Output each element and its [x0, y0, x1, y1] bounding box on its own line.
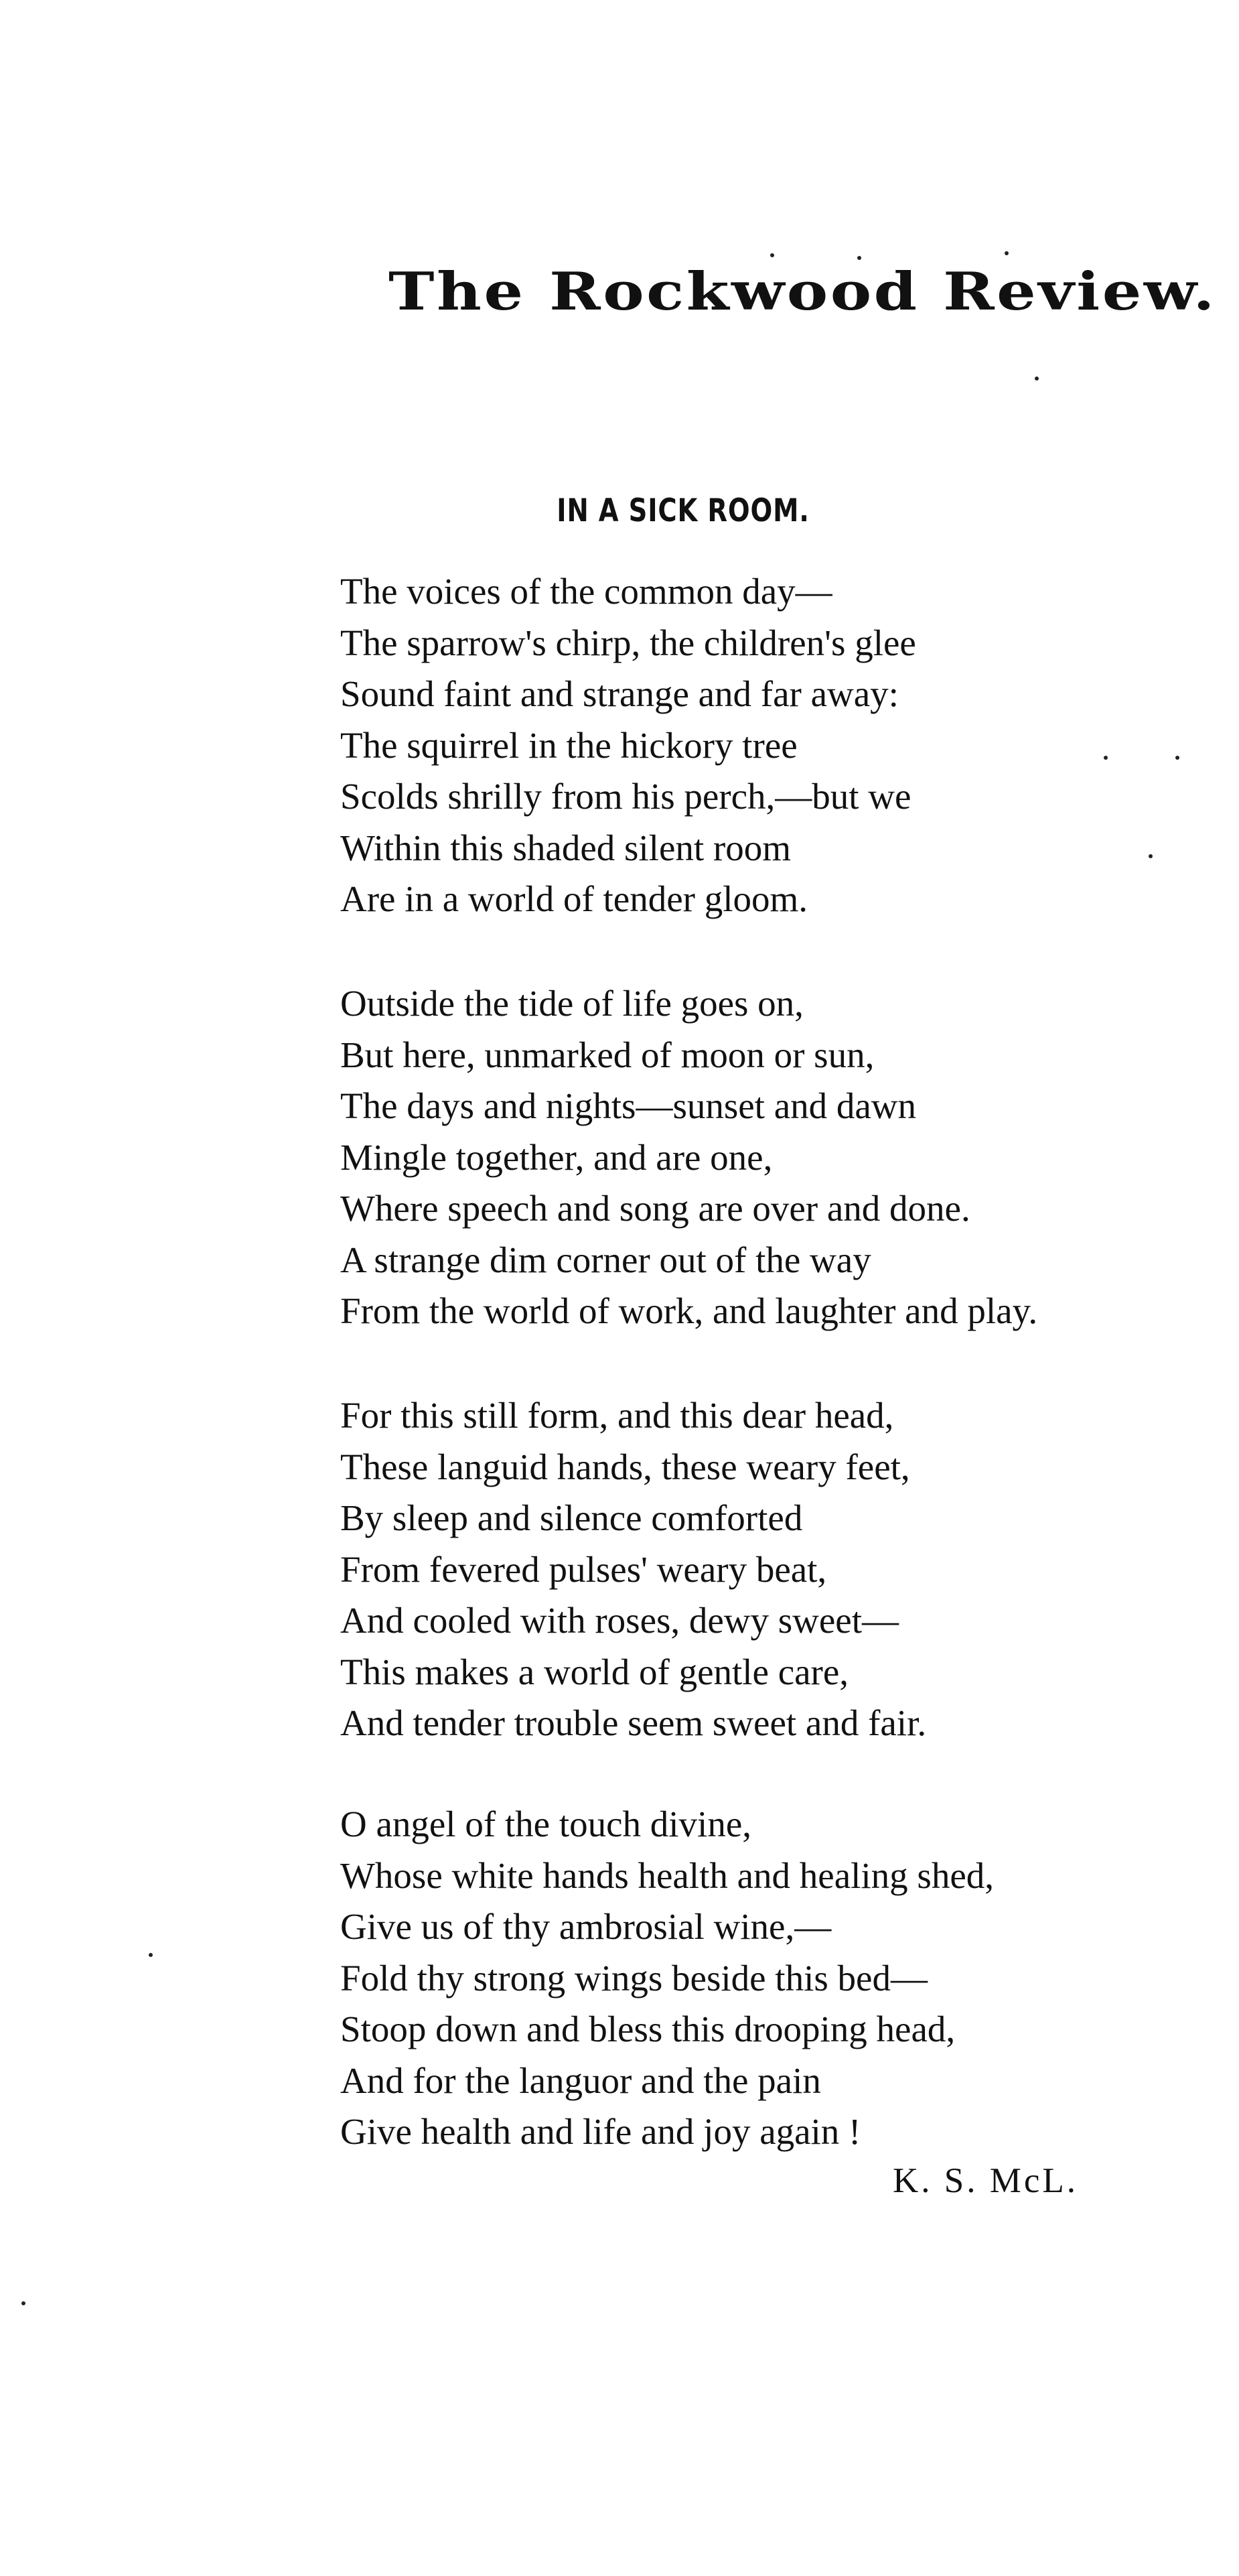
poem-line: Are in a world of tender gloom. [340, 878, 808, 919]
poem-line: For this still form, and this dear head, [340, 1395, 894, 1436]
scan-speck [1104, 756, 1108, 760]
poem-line: Stoop down and bless this drooping head, [340, 2009, 956, 2049]
poem-line: Outside the tide of life goes on, [340, 983, 804, 1024]
poem-line: And cooled with roses, dewy sweet— [340, 1600, 899, 1641]
poem-line: O angel of the touch divine, [340, 1804, 751, 1844]
scan-speck [857, 256, 861, 260]
scan-speck [1005, 251, 1009, 255]
stanza-1 [340, 566, 1177, 925]
scan-speck [1035, 377, 1039, 381]
stanza-4 [340, 1799, 1177, 2158]
poem-line: Give health and life and joy again ! [340, 2111, 861, 2152]
poem-line: Within this shaded silent room [340, 827, 791, 868]
poem-line: The voices of the common day— [340, 571, 832, 612]
author-signature: K. S. McL. [892, 2161, 1078, 2200]
scan-speck [149, 1953, 153, 1957]
poem-line: And for the languor and the pain [340, 2059, 821, 2101]
poem-line: From fevered pulses' weary beat, [340, 1548, 827, 1590]
poem-line: Sound faint and strange and far away: [340, 673, 899, 714]
scan-speck [21, 2301, 25, 2305]
poem-line: The squirrel in the hickory tree [340, 724, 798, 766]
poem-line: And tender trouble seem sweet and fair. [340, 1702, 927, 1743]
scan-speck [770, 253, 774, 257]
scan-speck [1175, 756, 1179, 760]
poem-line: Mingle together, and are one, [340, 1136, 773, 1178]
poem-line: By sleep and silence comforted [340, 1497, 803, 1538]
poem-line: The sparrow's chirp, the children's glee [340, 622, 916, 663]
scan-speck [1149, 854, 1153, 858]
poem-title: IN A SICK ROOM. [557, 492, 810, 529]
poem-line: These languid hands, these weary feet, [340, 1446, 910, 1487]
poem-line: The days and nights—sunset and dawn [340, 1085, 916, 1126]
poem-line: This makes a world of gentle care, [340, 1651, 849, 1692]
poem-line: Fold thy strong wings beside this bed— [340, 1957, 928, 1998]
poem-line: Whose white hands health and healing shed, [340, 1854, 994, 1896]
poem-line: But here, unmarked of moon or sun, [340, 1034, 875, 1075]
poem-line: Give us of thy ambrosial wine,— [340, 1906, 832, 1947]
stanza-3 [340, 1390, 1177, 1749]
poem-line: From the world of work, and laughter and play. [340, 1290, 1038, 1331]
poem-line: Scolds shrilly from his perch,—but we [340, 776, 912, 817]
poem-line: A strange dim corner out of the way [340, 1239, 871, 1280]
poem-line: Where speech and song are over and done. [340, 1188, 970, 1229]
stanza-2 [340, 978, 1177, 1337]
masthead-title: The Rockwood Review. [388, 261, 1217, 322]
